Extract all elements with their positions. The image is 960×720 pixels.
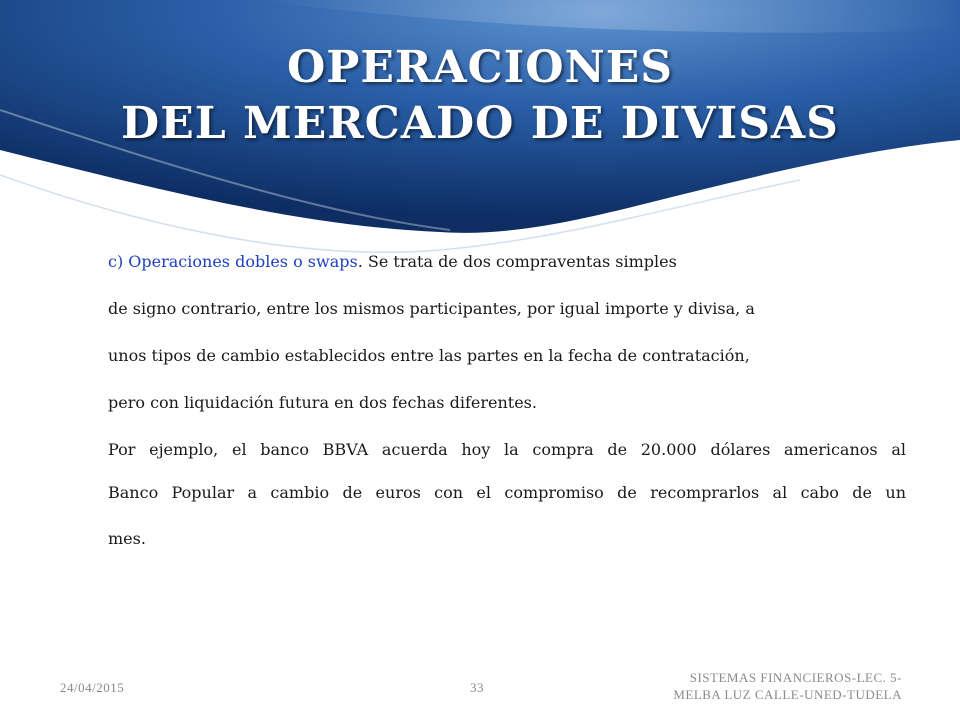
slide-title <box>0 40 960 152</box>
body-line-3: unos tipos de cambio establecidos entre las partes en la fecha de contratación, <box>108 346 750 365</box>
lead-term: c) Operaciones dobles o swaps <box>108 252 358 271</box>
title-line-2: DEL MERCADO DE DIVISAS <box>121 98 839 149</box>
body-line-1-rest: . Se trata de dos compraventas simples <box>357 252 677 271</box>
body-line-2: de signo contrario, entre los mismos participantes, por igual importe y divisa, a <box>108 299 755 318</box>
body-line-5: Por ejemplo, el banco BBVA acuerda hoy la compra de 20.000 dólares americanos al <box>108 440 906 459</box>
footer-credit <box>673 669 902 703</box>
body-line-7: mes. <box>108 529 146 548</box>
footer-credit-line-2: MELBA LUZ CALLE-UNED-TUDELA <box>673 687 902 702</box>
title-line-1: OPERACIONES <box>286 42 674 93</box>
footer-date: 24/04/2015 <box>60 680 125 695</box>
body-line-4: pero con liquidación futura en dos fechas diferentes. <box>108 393 537 412</box>
body-line-6: Banco Popular a cambio de euros con el compromiso de recomprarlos al cabo de un <box>108 483 906 502</box>
body-line-1 <box>108 252 677 271</box>
footer-credit-line-1: SISTEMAS FINANCIEROS-LEC. 5- <box>689 670 902 685</box>
footer-page-number: 33 <box>470 680 484 695</box>
